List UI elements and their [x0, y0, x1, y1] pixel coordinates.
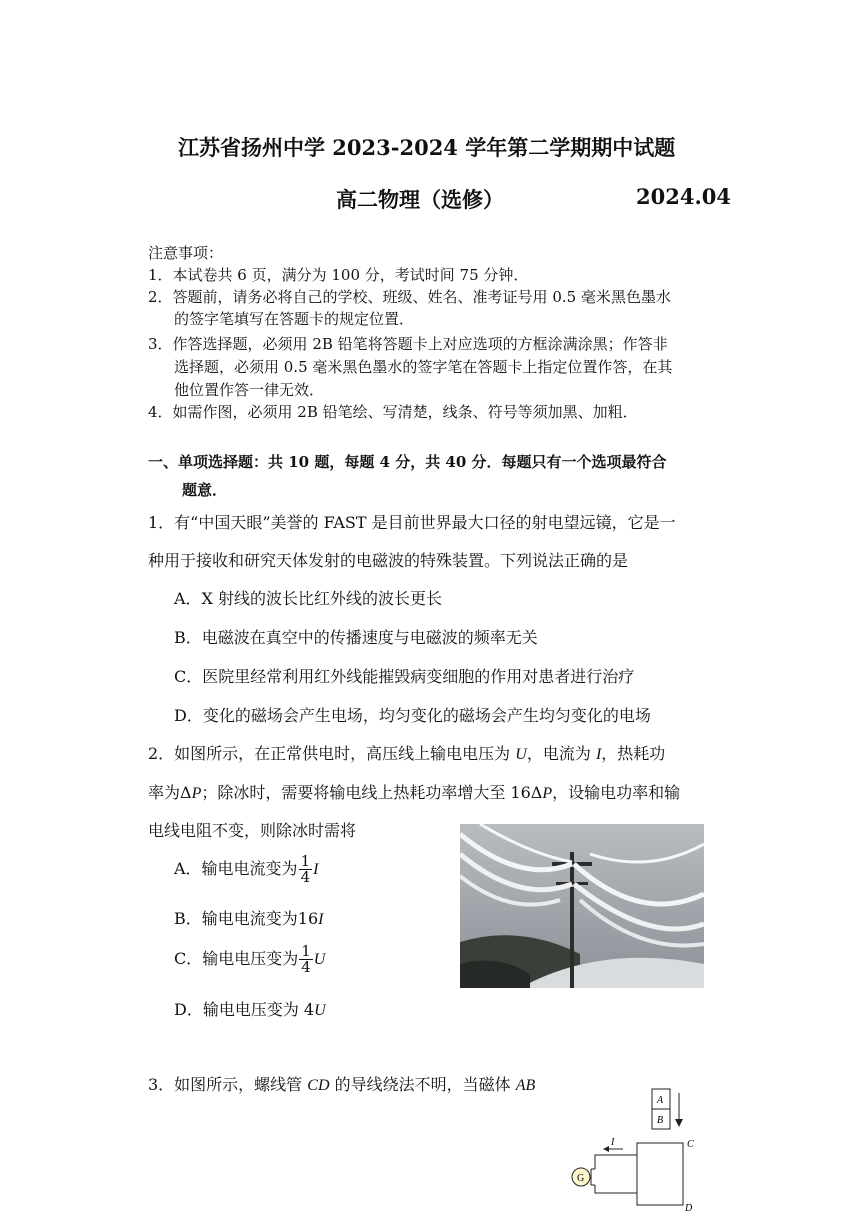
q2-option-a: A．输电电流变为 $\frac{1}{4}$ I	[174, 852, 319, 886]
notice-heading: 注意事项：	[148, 244, 224, 262]
q1-stem-line2: 种用于接收和研究天体发射的电磁波的特殊装置。下列说法正确的是	[148, 551, 629, 570]
q2-option-c: C．输电电压变为 $\frac{1}{4}$ U	[174, 942, 326, 976]
q2-option-b: B．输电电流变为16I	[174, 909, 324, 928]
q3-stem: 3．如图所示，螺线管 CD 的导线绕法不明，当磁体 AB	[148, 1075, 536, 1094]
solenoid-label-d: D	[685, 1203, 693, 1213]
solenoid	[637, 1143, 683, 1205]
solenoid-label-c: C	[687, 1139, 694, 1150]
notice-item-3: 3．作答选择题，必须用 2B 铅笔将答题卡上对应选项的方框涂满涂黑；作答非	[148, 335, 668, 353]
current-label: I	[611, 1137, 615, 1148]
down-arrow-icon	[675, 1119, 683, 1127]
notice-item-3-cont2: 他位置作答一律无效．	[174, 381, 325, 399]
exam-subject: 高二物理（选修）	[336, 187, 504, 212]
notice-item-2-cont: 的签字笔填写在答题卡的规定位置．	[174, 310, 415, 328]
q2-option-d: D．输电电压变为 4U	[174, 1000, 326, 1019]
fraction-one-quarter: $\frac{1}{4}$	[301, 942, 311, 976]
magnet-label-b: B	[657, 1115, 664, 1126]
notice-item-2: 2．答题前，请务必将自己的学校、班级、姓名、准考证号用 0.5 毫米黑色墨水	[148, 288, 671, 306]
q1-option-d: D．变化的磁场会产生电场，均匀变化的磁场会产生均匀变化的电场	[174, 706, 651, 725]
exam-date: 2024.04	[636, 184, 731, 209]
magnet-label-a: A	[657, 1095, 664, 1106]
notice-item-4: 4．如需作图，必须用 2B 铅笔绘、写清楚，线条、符号等须加黑、加粗．	[148, 403, 638, 421]
section-heading: 一、单项选择题：共 10 题，每题 4 分，共 40 分．每题只有一个选项最符合	[148, 453, 667, 471]
notice-item-3-cont: 选择题，必须用 0.5 毫米黑色墨水的签字笔在答题卡上指定位置作答，在其	[174, 358, 673, 376]
galvanometer-label: G	[577, 1173, 585, 1184]
current-arrow-icon	[603, 1146, 609, 1152]
q2-stem-line2: 率为ΔP；除冰时，需要将输电线上热耗功率增大至 16ΔP，设输电功率和输	[148, 783, 681, 802]
q1-stem-line1: 1．有“中国天眼”美誉的 FAST 是目前世界最大口径的射电望远镜，它是一	[148, 513, 676, 532]
q1-option-b: B．电磁波在真空中的传播速度与电磁波的频率无关	[174, 628, 538, 647]
q1-option-a: A．X 射线的波长比红外线的波长更长	[174, 589, 443, 608]
fraction-one-quarter: $\frac{1}{4}$	[300, 852, 311, 886]
q1-option-c: C．医院里经常利用红外线能摧毁病变细胞的作用对患者进行治疗	[174, 667, 635, 686]
section-heading-cont: 题意．	[182, 481, 228, 499]
iced-power-lines-photo	[460, 824, 704, 988]
exam-title: 江苏省扬州中学 2023-2024 学年第二学期期中试题	[178, 135, 676, 160]
notice-item-1: 1．本试卷共 6 页，满分为 100 分，考试时间 75 分钟．	[148, 266, 529, 284]
q2-stem-line3: 电线电阻不变，则除冰时需将	[148, 821, 357, 840]
solenoid-circuit-diagram	[555, 1085, 705, 1213]
q2-stem-line1: 2．如图所示，在正常供电时，高压线上输电电压为 U，电流为 I，热耗功	[148, 744, 666, 763]
